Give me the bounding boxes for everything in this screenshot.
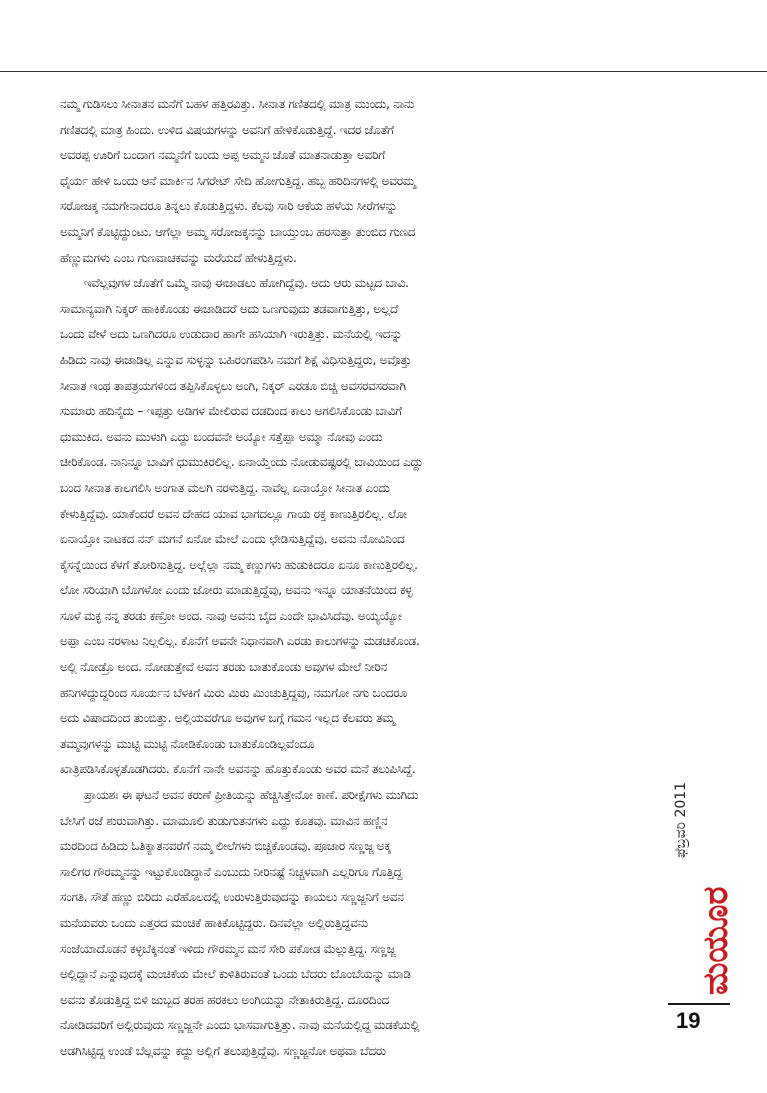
text-line: ಹನಿಗಳಿದ್ದುದ್ದರಿಂದ ಸೂರ್ಯನ ಬೆಳಕಿಗೆ ಮಿರು ಮಿರು ಮಿಂಚುತ್ತಿದ್ದವು, ನಮಗೋ ನಗು ಬಂದರೂ [60,685,407,700]
text-line: ನಮ್ಮ ಗುಡಿಸಲು ಸೀನಾತನ ಮನೆಗೆ ಬಹಳ ಹತ್ತಿರವಿತ್ತು. ಸೀನಾತ ಗಣಿತದಲ್ಲಿ ಮಾತ್ರ ಮುಂದು, ನಾನು [60,97,415,111]
text-line: ಸುಮಾರು ಹದಿನೈದು – ಇಪ್ಪತ್ತು ಅಡಿಗಳ ಮೇಲಿರುವ ದಡದಿಂದ ಕಾಲು ಅಗಲಿಸಿಕೊಂಡು ಬಾವಿಗೆ [60,404,402,419]
text-line: ಸಂಗತಿ. ಸೌತೆ ಹಣ್ಣು ಬಿರಿದು ಎರೆಹೊಲದಲ್ಲಿ ಉರುಳುತ್ತಿರುವುದನ್ನು ಕಾಯಲು ಸಣ್ಣಜ್ಜನಿಗೆ ಅವನ [60,890,404,905]
page-number-rule [668,1003,730,1005]
text-line: ಅವನು ತೊಡುತ್ತಿದ್ದ ಬಿಳಿ ಜುಬ್ಬದ ತರಹ ಹರಕಲು ಅಂಗಿಯನ್ನು ನೇತಾಕಿರುತ್ತಿದ್ದ. ದೂರದಿಂದ [60,992,390,1007]
text-line: ಧೈರ್ಯ ಹೇಳಿ ಒಂದು ಆನೆ ಮಾರ್ಕಿನ ಸಿಗರೇಟ್ ಸೇದಿ ಹೋಗುತ್ತಿದ್ದ. ಹಬ್ಬ ಹರಿದಿನಗಳಲ್ಲಿ ಅವರಮ್ಮ [60,173,416,188]
text-line: ಅದು ವಿಷಾದದಿಂದ ತುಂಬಿತ್ತು. ಅಲ್ಲಿಯವರೆಗೂ ಅವುಗಳ ಬಗ್ಗೆ ಗಮನ ಇಲ್ಲದ ಕೆಲವರು ತಮ್ಮ [60,711,395,726]
text-line: ಸೂಳೆ ಮಕ್ಳ ನನ್ನ ತರಡು ಕಣ್ರೋ ಅಂದ. ನಾವು ಅವನು ಬೈದ ಎಂದೇ ಭಾವಿಸಿದೆವು. ಅಯ್ಯಯ್ಯೋ [60,608,402,623]
text-line: ಲೋ ಸರಿಯಾಗಿ ಬೊಗಳೋ ಎಂದು ಜೋರು ಮಾಡುತ್ತಿದ್ದೆವು, ಅವನು ಇನ್ನೂ ಯಾತನೆಯಿಂದ ಕಳ್ಳ [60,583,413,598]
text-line: ಮರದಿಂದ ಹಿಡಿದು ಓತಿಕ್ಯಾತನವರೆಗೆ ನಮ್ಮ ಲೀಲೆಗಳು ಬಿಚ್ಚಿಕೊಂಡವು. ಪೂಜಾರ ಸಣ್ಣಜ್ಜ ಅಕ್ಕ [60,839,391,854]
text-line: ಗಣಿತದಲ್ಲಿ ಮಾತ್ರ ಹಿಂದು. ಉಳಿದ ವಿಷಯಗಳನ್ನು ಅವನಿಗೆ ಹೇಳಿಕೊಡುತ್ತಿದ್ದೆ. ಇದರ ಜೊತೆಗೆ [60,122,394,137]
text-line: ಅಪ್ಪಾ ಎಂಬ ನರಳಾಟ ನಿಲ್ಲಲಿಲ್ಲ. ಕೊನೆಗೆ ಅವನೇ ನಿಧಾನವಾಗಿ ಎರಡು ಕಾಲುಗಳನ್ನು ಮಡಚಿಕೊಂಡ. [60,634,420,649]
article-body [60,92,660,1065]
text-line: ಬೇಸಿಗೆ ರಜೆ ಶುರುವಾಗಿತ್ತು. ಮಾಮೂಲಿ ತುಡುಗುತನಗಳು ಎದ್ದು ಕೂತವು. ಮಾವಿನ ಹಣ್ಣಿನ [60,813,388,828]
text-line: ಅವರಪ್ಪ ಊರಿಗೆ ಬಂದಾಗ ನಮ್ಮನೆಗೆ ಬಂದು ಅಪ್ಪ ಅಮ್ಮನ ಜೊತೆ ಮಾತನಾಡುತ್ತಾ ಅವರಿಗೆ [60,148,385,163]
text-line: ಅಡಗಿಸಿಟ್ಟಿದ್ದ ಉಂಡೆ ಬೆಲ್ಲವನ್ನು ಕದ್ದು ಅಲ್ಲಿಗೆ ತಲುಪುತ್ತಿದ್ದೆವು. ಸಣ್ಣಜ್ಜನೋ ಅಥವಾ ಬೆದರು [60,1043,386,1058]
text-line: ಹೆಣ್ಣುಮಗಳು ಎಂಬ ಗುಣವಾಚಕವನ್ನು ಮರೆಯದೆ ಹೇಳುತ್ತಿದ್ದಳು. [60,250,297,265]
text-line: ಒಂದು ವೇಳೆ ಅದು ಒಣಗಿದರೂ ಉಡುದಾರ ಹಾಗೇ ಹಸಿಯಾಗಿ ಇರುತ್ತಿತ್ತು. ಮನೆಯಲ್ಲಿ ಇದನ್ನು [60,327,403,342]
issue-date: ಫೆಬ್ರವರಿ 2011 [673,781,689,859]
magazine-logo: ಮಯೂರ [696,886,736,996]
text-line: ಅಲ್ಲಿದ್ದಾನೆ ಎನ್ನುವುದಕ್ಕೆ ಮಂಚಿಕೆಯ ಮೇಲೆ ಕುಳಿತಿರುವಂತೆ ಒಂದು ಬೆದರು ಬೊಂಬೆಯನ್ನು ಮಾಡಿ [60,967,411,982]
paragraph-start-line: ಪ್ರಾಯಶಃ ಈ ಘಟನೆ ಅವನ ಕರುಣೆ ಪ್ರೀತಿಯನ್ನು ಹೆಚ್ಚಿಸಿತ್ತೇನೋ ಕಾಣೆ. ಪರೀಕ್ಷೆಗಳು ಮುಗಿದು [84,788,419,803]
text-line: ಅಮ್ಮನಿಗೆ ಕೊಟ್ಟಿದ್ದುಂಟು. ಆಗೆಲ್ಲಾ ಅಮ್ಮ ಸರೋಜಕ್ಕನನ್ನು ಬಾಯ್ತುಂಬ ಹರಸುತ್ತಾ ತುಂಬಿದ ಗುಣದ [60,224,416,239]
text-line: ಹಿಡಿದು ನಾವು ಈಜಾಡಿಲ್ಲ ಎನ್ನುವ ಸುಳ್ಳನ್ನು ಬಹಿರಂಗಪಡಿಸಿ ನಮಗೆ ಶಿಕ್ಷೆ ವಿಧಿಸುತ್ತಿದ್ದರು, ಅವೊತ್ತು [60,352,412,367]
text-line: ಸೀನಾತ ಇಂಥ ತಾಪತ್ರಯಗಳಿಂದ ತಪ್ಪಿಸಿಕೊಳ್ಳಲು ಅಂಗಿ, ನಿಕ್ಕರ್ ಎರಡೂ ಬಿಚ್ಚಿ ಅವಸರವಸರವಾಗಿ [60,378,406,393]
text-line: ಕೇಳುತ್ತಿದ್ದೆವು. ಯಾಕೆಂದರೆ ಅವನ ದೇಹದ ಯಾವ ಭಾಗದಲ್ಲೂ ಗಾಯ ರಕ್ತ ಕಾಣುತ್ತಿರಲಿಲ್ಲ. ಲೋ [60,506,407,521]
text-line: ಖಾತ್ರಿಪಡಿಸಿಕೊಳ್ಳತೊಡಗಿದರು. ಕೊನೆಗೆ ನಾನೇ ಅವನನ್ನು ಹೊತ್ತುಕೊಂಡು ಅವರ ಮನೆ ತಲುಪಿಸಿದ್ದೆ. [60,762,416,777]
text-line: ಬಂದ ಸೀನಾತ ಕಾಲಗಲಿಸಿ ಅಂಗಾತ ಮಲಗಿ ನರಳುತ್ತಿದ್ದ. ನಾವೆಲ್ಲ ಏನಾಯ್ತೋ ಸೀನಾತ ಎಂದು [60,480,390,495]
text-line: ತಮ್ಮವುಗಳನ್ನು ಮುಟ್ಟಿ ಮುಟ್ಟಿ ನೋಡಿಕೊಂಡು ಬಾತುಕೊಂಡಿಲ್ಲವೆಂದೂ [60,736,315,751]
text-line: ಸರೋಜಕ್ಕ ನಮಗೇನಾದರೂ ತಿನ್ನಲು ಕೊಡುತ್ತಿದ್ದಳು. ಕೆಲವು ಸಾರಿ ಆಕೆಯ ಹಳೆಯ ಸೀರೆಗಳನ್ನು [60,199,398,214]
header-rule [0,71,767,72]
text-line: ಏನಾಯ್ತೋ ನಾಟಕದ ನನ್ ಮಗನೆ ಏನೋ ಮೇಲೆ ಎಂದು ಛೇಡಿಸುತ್ತಿದ್ದೆವು. ಅವನು ನೋವಿನಿಂದ [60,532,405,547]
text-line: ನೋಡಿದವರಿಗೆ ಅಲ್ಲಿರುವುದು ಸಣ್ಣಜ್ಜನೇ ಎಂದು ಭಾಸವಾಗುತ್ತಿತ್ತು. ನಾವು ಮನೆಯಲ್ಲಿದ್ದ ಮಡಕೆಯಲ್ಲಿ [60,1018,420,1033]
text-line: ಧುಮುಕಿದ. ಅವನು ಮುಳುಗಿ ಎದ್ದು ಬಂದವನೇ ಅಯ್ಯೋ ಸತ್ತೆಪ್ಪಾ ಅಮ್ಮಾ ನೋವು ಎಂದು [60,429,383,444]
text-line: ಕೈಸನ್ನೆಯಿಂದ ಕೆಳಗೆ ತೋರಿಸುತ್ತಿದ್ದ. ಅಲ್ಲೆಲ್ಲಾ ನಮ್ಮ ಕಣ್ಣುಗಳು ಹುಡುಕಿದರೂ ಏನೂ ಕಾಣುತ್ತಿರಲಿಲ್ಲ. [60,557,418,572]
text-line: ಮನೆಯವರು ಒಂದು ಎತ್ತರದ ಮಂಚಿಕೆ ಹಾಕಿಕೊಟ್ಟಿದ್ದರು. ದಿನವೆಲ್ಲಾ ಅಲ್ಲಿರುತ್ತಿದ್ದವನು [60,916,368,930]
page-number: 19 [676,1008,701,1033]
text-line: ಸಂಜೆಯಾದೊಡನೆ ಕಳ್ಳಬೆಕ್ಕಿನಂತೆ ಇಳಿದು ಗೌರಮ್ಮನ ಮನೆ ಸೇರಿ ಪಕೋಡ ಮೆಲ್ಲುತ್ತಿದ್ದ. ಸಣ್ಣಜ್ಜ [60,941,396,956]
text-line: ಸಾಮಾನ್ಯವಾಗಿ ನಿಕ್ಕರ್ ಹಾಕಿಕೊಂಡು ಈಜಾಡಿದರೆ ಅದು ಒಣಗುವುದು ತಡವಾಗುತ್ತಿತ್ತು, ಅಲ್ಲದೆ [60,301,399,316]
text-line: ಚೀರಿಕೊಂಡ. ನಾನಿನ್ನೂ ಬಾವಿಗೆ ಧುಮುಕಿರಲಿಲ್ಲ. ಏನಾಯ್ತೆಂದು ನೋಡುವಷ್ಟರಲ್ಲಿ ಬಾವಿಯಿಂದ ಎದ್ದು [60,455,423,470]
paragraph-start-line: ಇವೆಲ್ಲವುಗಳ ಜೊತೆಗೆ ಒಮ್ಮೆ ನಾವು ಈಜಾಡಲು ಹೋಗಿದ್ದೆವು. ಅದು ಆರು ಮಟ್ಟದ ಬಾವಿ. [84,276,409,291]
text-line: ಅಲ್ಲಿ ನೋಡ್ರೊ ಅಂದ. ನೋಡುತ್ತೇವೆ ಅವನ ತರಡು ಬಾತುಕೊಂಡು ಅವುಗಳ ಮೇಲೆ ನೀರಿನ [60,660,387,675]
text-line: ಸಾಲಿಗರ ಗೌರಮ್ಮನನ್ನು ಇಟ್ಟುಕೊಂಡಿದ್ದಾನೆ ಎಂಬುದು ನೀರಿನಷ್ಟೆ ನಿಚ್ಚಳವಾಗಿ ಎಲ್ಲರಿಗೂ ಗೊತ್ತಿದ್ದ [60,864,403,879]
